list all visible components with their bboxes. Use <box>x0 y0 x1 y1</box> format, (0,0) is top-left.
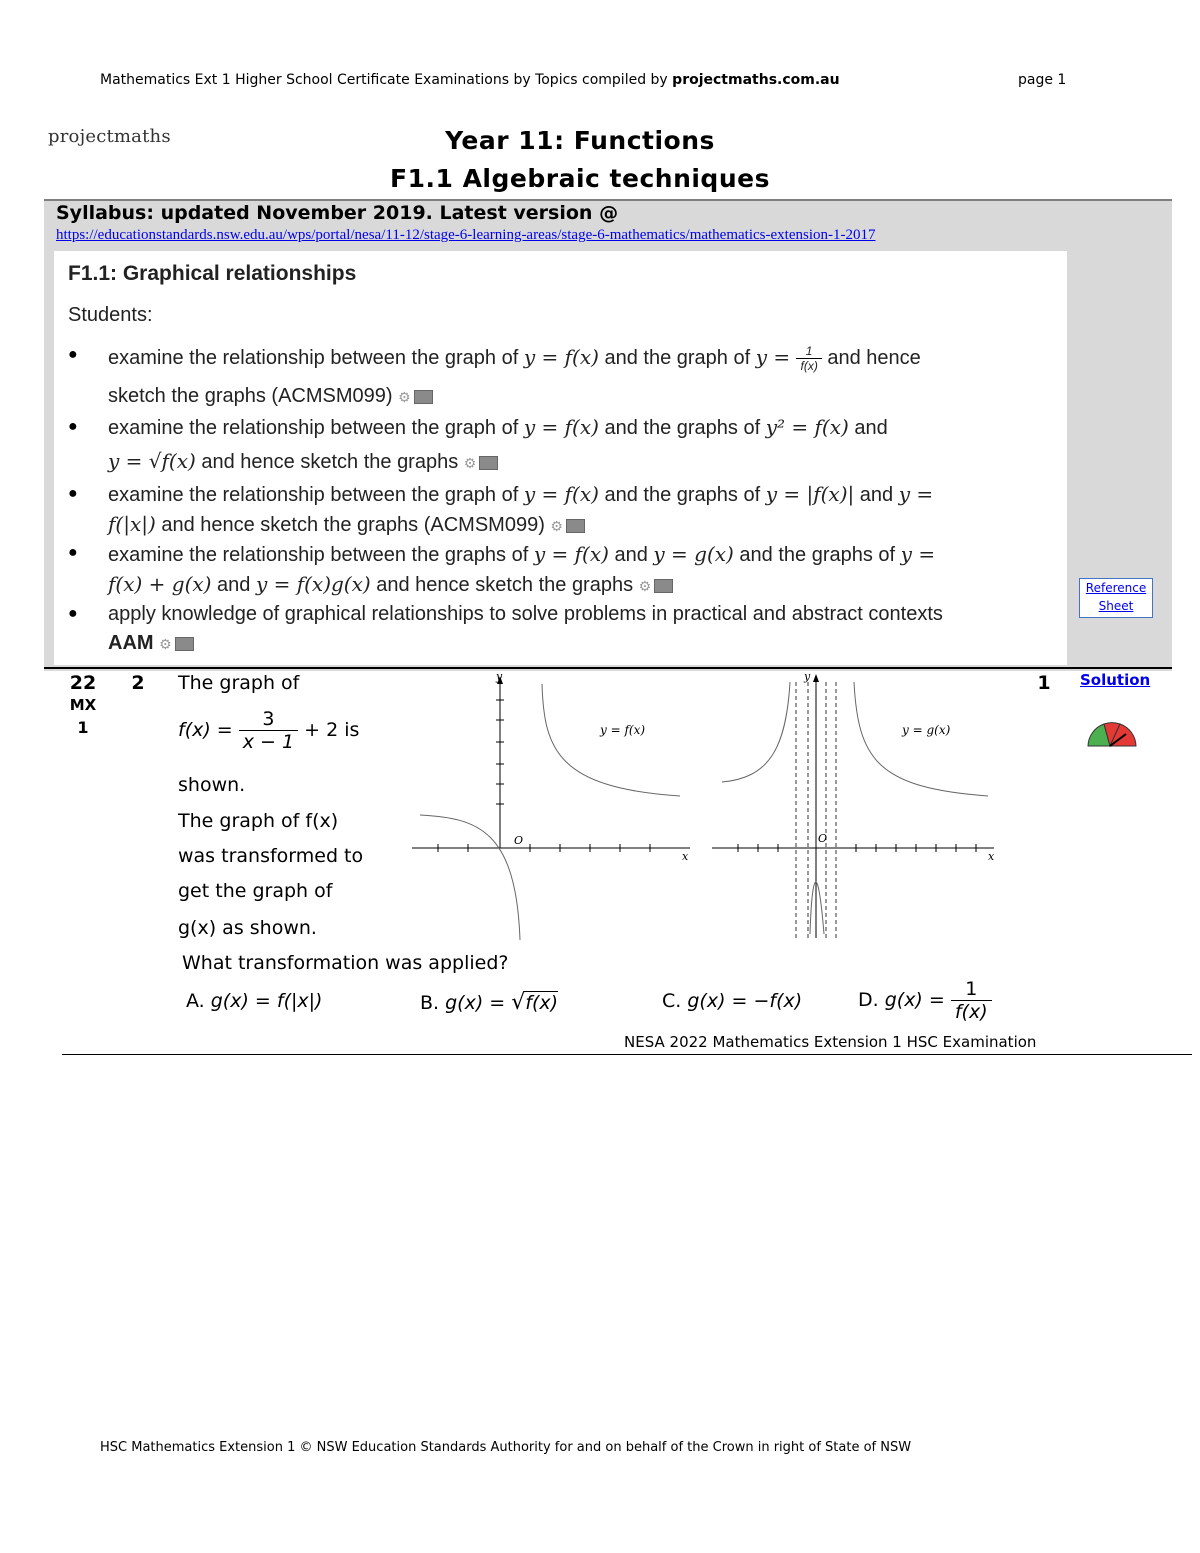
y-axis-label: y <box>496 670 503 683</box>
gear-icon: ⚙ <box>159 636 172 652</box>
option-c: C. g(x) = −f(x) <box>662 990 803 1012</box>
bullet-icon: ● <box>68 485 78 502</box>
computer-icon <box>654 579 673 593</box>
graph-g-label: y = g(x) <box>902 723 951 737</box>
option-b: B. g(x) = √f(x) <box>420 990 559 1015</box>
projectmaths-logo: projectmaths <box>48 126 171 147</box>
bullet-item-5-cont: AAM ⚙ <box>108 632 194 655</box>
question-marks: 1 <box>1037 672 1051 694</box>
divider <box>62 1054 1192 1055</box>
bullet-item-2-cont: y = √f(x) and hence sketch the graphs ⚙ <box>108 449 498 474</box>
f-lower-branch <box>420 815 520 940</box>
syllabus-title: Syllabus: updated November 2019. Latest version @ <box>56 202 619 224</box>
question-text-3: shown. <box>178 774 246 796</box>
bullet-item-3-cont: f(|x|) and hence sketch the graphs (ACMSM099) ⚙ <box>108 512 585 537</box>
bullet-icon: ● <box>68 418 78 435</box>
origin-label: O <box>514 834 524 847</box>
g-left-branch <box>722 682 790 782</box>
question-text-6: get the graph of <box>178 880 333 902</box>
bullet-item-3: examine the relationship between the graph of y = f(x) and the graphs of y = |f(x)| and y = <box>108 482 934 506</box>
gear-icon: ⚙ <box>463 455 477 471</box>
y-axis-label: y <box>804 670 811 683</box>
graph-g <box>708 670 1004 942</box>
gear-icon: ⚙ <box>550 518 563 534</box>
reference-sheet-button[interactable]: Reference Sheet <box>1079 578 1153 618</box>
graph-f <box>408 670 708 942</box>
syllabus-link[interactable]: https://educationstandards.nsw.edu.au/wps/portal/nesa/11-12/stage-6-learning-areas/stage-6-mathematics/mathematics-extension-1-2017 <box>56 227 876 243</box>
header-site: projectmaths.com.au <box>672 72 840 88</box>
bullet-icon: ● <box>68 346 78 363</box>
origin-label: O <box>818 832 828 845</box>
bullet-item-5: apply knowledge of graphical relationships to solve problems in practical and abstract contexts <box>108 603 943 625</box>
computer-icon <box>479 456 498 470</box>
question-text-4: The graph of f(x) <box>178 810 339 832</box>
question-year: 22 <box>69 672 97 694</box>
students-label: Students: <box>68 304 153 326</box>
page-footer: HSC Mathematics Extension 1 © NSW Education Standards Authority for and on behalf of the Crown in right of State of NSW <box>100 1440 912 1455</box>
bullet-icon: ● <box>68 544 78 561</box>
syllabus-content <box>54 251 1067 665</box>
page-number: page 1 <box>1018 72 1067 88</box>
syllabus-heading: F1.1: Graphical relationships <box>68 262 357 285</box>
g-right-branch <box>854 682 988 796</box>
question-text-1: The graph of <box>178 672 300 694</box>
solution-link[interactable]: Solution <box>1080 671 1151 689</box>
question-course: MX <box>69 696 97 714</box>
question-prompt: What transformation was applied? <box>182 952 509 974</box>
bullet-item-1-cont: sketch the graphs (ACMSM099) ⚙ <box>108 385 433 408</box>
gear-icon: ⚙ <box>398 389 411 405</box>
x-axis-label: x <box>682 850 689 863</box>
g-middle-branch <box>810 882 824 934</box>
question-text-7: g(x) as shown. <box>178 917 317 939</box>
page-title: Year 11: Functions <box>445 126 715 155</box>
bullet-item-4-cont: f(x) + g(x) and y = f(x)g(x) and hence sketch the graphs ⚙ <box>108 572 673 597</box>
question-function: f(x) = $\frac{3}{x - 1}$ + 2 is <box>178 708 360 753</box>
bullet-item-2: examine the relationship between the graph of y = f(x) and the graphs of y² = f(x) and <box>108 415 888 439</box>
f-upper-branch <box>542 684 680 796</box>
page-header <box>100 72 840 88</box>
computer-icon <box>175 637 194 651</box>
divider <box>44 667 1172 669</box>
question-paper: 1 <box>77 718 89 737</box>
bullet-item-1: examine the relationship between the graph of y = f(x) and the graph of y = $\frac{1}{f(x)}$ and hence <box>108 344 921 373</box>
graph-f-label: y = f(x) <box>600 723 646 737</box>
question-source: NESA 2022 Mathematics Extension 1 HSC Examination <box>624 1033 1037 1051</box>
bullet-item-4: examine the relationship between the graphs of y = f(x) and y = g(x) and the graphs of y = <box>108 542 936 566</box>
gear-icon: ⚙ <box>638 578 652 594</box>
y-axis-arrow <box>813 674 819 682</box>
option-a: A. g(x) = f(|x|) <box>186 990 323 1012</box>
question-text-5: was transformed to <box>178 845 364 867</box>
option-d: D. g(x) = $\frac{1}{f(x)}$ <box>858 978 992 1023</box>
header-text: Mathematics Ext 1 Higher School Certificate Examinations by Topics compiled by <box>100 72 673 88</box>
computer-icon <box>566 519 585 533</box>
question-number: 2 <box>131 672 145 694</box>
bullet-icon: ● <box>68 605 78 622</box>
x-axis-label: x <box>988 850 995 863</box>
computer-icon <box>414 390 433 404</box>
page-subtitle: F1.1 Algebraic techniques <box>390 164 770 193</box>
difficulty-gauge-icon <box>1082 718 1142 750</box>
